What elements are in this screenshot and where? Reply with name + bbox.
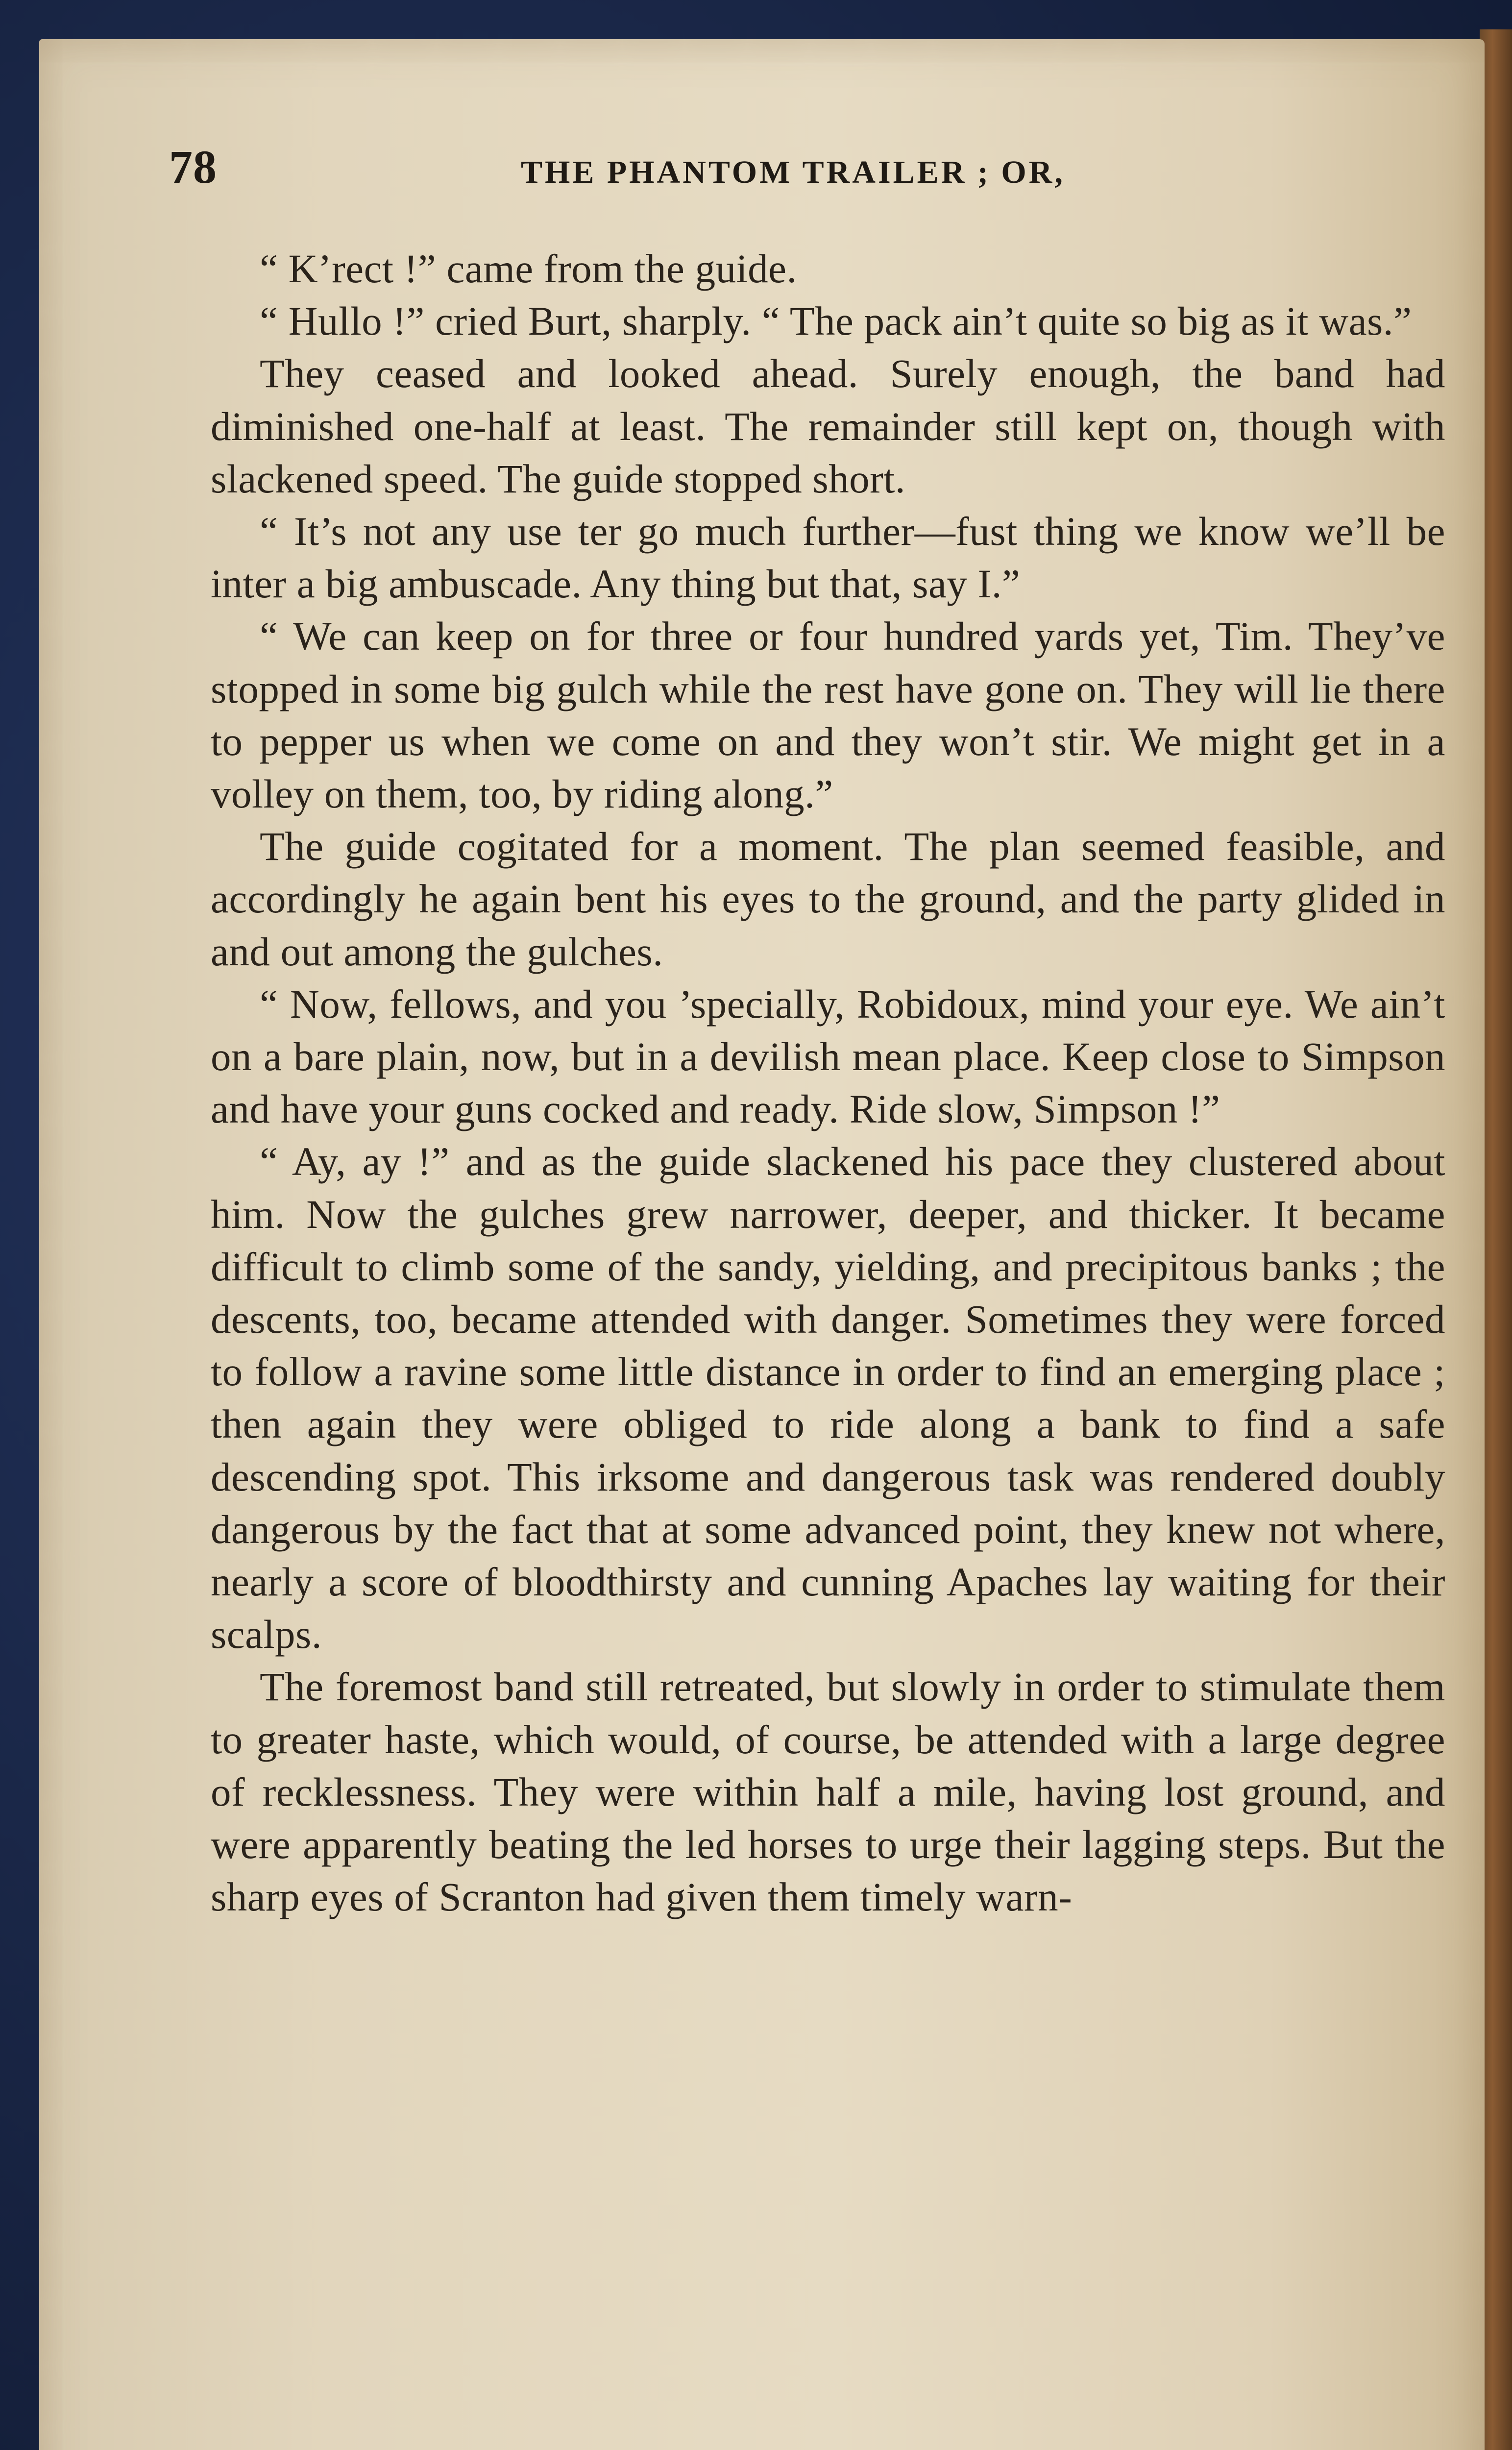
paragraph: The foremost band still retreated, but slowly in order to stimulate them to greater haste, which would, of course, be attended with a large degree of recklessness. They were within half a mile, having lost ground, and were apparently beating the led horses to urge their lagging steps. But the sharp eyes of Scranton had given them timely warn- <box>211 1664 1445 1920</box>
paragraph: The guide cogitated for a moment. The plan seemed feasible, and accordingly he again bent his eyes to the ground, and the party glided in and out among the gulches. <box>211 824 1445 974</box>
body-text <box>211 243 1445 1924</box>
paragraph: “ K’rect !” came from the guide. <box>260 246 797 291</box>
paragraph: “ We can keep on for three or four hundred yards yet, Tim. They’ve stopped in some big gulch while the rest have gone on. They will lie there to pepper us when we come on and they won’t stir. We might get in a volley on them, too, by riding along.” <box>211 613 1445 817</box>
paragraph: “ Hullo !” cried Burt, sharply. “ The pack ain’t quite so big as it was.” <box>260 298 1412 344</box>
paragraph: “ Ay, ay !” and as the guide slackened his pace they clustered about him. Now the gulches grew narrower, deeper, and thicker. It became difficult to climb some of the sandy, yielding, and precipitous banks ; the descents, too, became attended with danger. Sometimes they were forced to follow a ravine some little distance in order to find an emerging place ; then again they were obliged to ride along a bank to find a safe descending spot. This irksome and dangerous task was rendered doubly dangerous by the fact that at some advanced point, they knew not where, nearly a score of bloodthirsty and cunning Apaches lay waiting for their scalps. <box>211 1139 1445 1657</box>
paragraph: “ Now, fellows, and you ’specially, Robidoux, mind your eye. We ain’t on a bare plain, now, but in a devilish mean place. Keep close to Simpson and have your guns cocked and ready. Ride slow, Simpson !” <box>211 981 1445 1132</box>
running-head <box>169 140 1423 198</box>
running-title: THE PHANTOM TRAILER ; OR, <box>521 154 1065 190</box>
paragraph: “ It’s not any use ter go much further—fust thing we know we’ll be inter a big ambuscade. Any thing but that, say I.” <box>211 509 1445 607</box>
page-number: 78 <box>169 141 217 193</box>
paragraph: They ceased and looked ahead. Surely enough, the band had diminished one-half at least. The remainder still kept on, though with slackened speed. The guide stopped short. <box>211 351 1445 501</box>
